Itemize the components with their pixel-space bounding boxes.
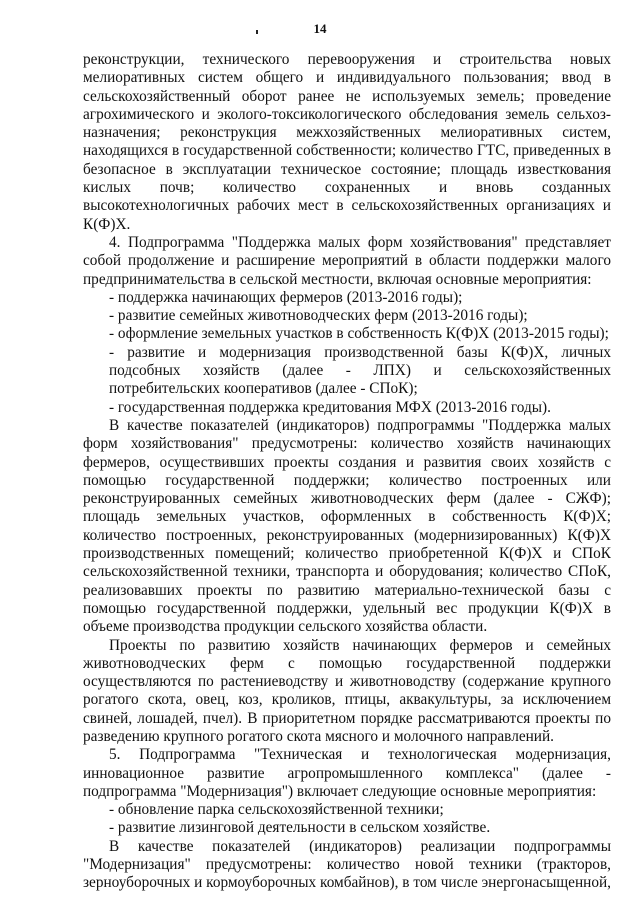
paragraph-subprogram-4: 4. Подпрограмма "Поддержка малых форм хозяйствования" представляет собой продолжение и расширение мероприятий в области поддержки малого предпринимательства в сельской местности, включая основные мероприятия: <box>83 233 611 288</box>
list-item: - обновление парка сельскохозяйственной техники; <box>109 801 444 819</box>
page-number: 14 <box>313 21 327 36</box>
list-item: - развитие лизинговой деятельности в сельском хозяйстве. <box>109 819 491 837</box>
paragraph-subprogram-5: 5. Подпрограмма "Техническая и технологическая модернизация, инновационное развитие агропромышленного комплекса" (далее - подпрограмма "Модернизация") включает следующие основные мероприятия: <box>83 746 611 800</box>
list-item: - развитие и модернизация производственной базы К(Ф)Х, личных подсобных хозяйств (далее - ЛПХ) и сельскохозяйственных потребительских кооперативов (далее - СПоК); <box>109 343 611 398</box>
document-body <box>83 51 611 893</box>
list-item: - государственная поддержка кредитования МФХ (2013-2016 годы). <box>109 398 551 416</box>
list-item: - оформление земельных участков в собственность К(Ф)Х (2013-2015 годы); <box>109 325 609 343</box>
paragraph-indicators-subprogram-5: В качестве показателей (индикаторов) реализации подпрограммы "Модернизация" предусмотрены: количество новой техники (тракторов, зерноуборочных и кормоуборочных комбайнов), в том числе энергонасыщенной, <box>83 837 611 892</box>
list-item: - развитие семейных животноводческих ферм (2013-2016 годы); <box>109 307 528 325</box>
paragraph-indicators-subprogram-4: В качестве показателей (индикаторов) подпрограммы "Поддержка малых форм хозяйствования" предусмотрены: количество хозяйств начинающих фермеров, осуществивших проекты создания и развития своих хозяйств с помощью государственной поддержки; количество построенных или реконструированных семейных животноводческих ферм (далее - СЖФ); площадь земельных участков, оформленных в собственность К(Ф)Х; количество построенных, реконструированных (модернизированных) К(Ф)Х производственных помещений; количество приобретенной К(Ф)Х и СПоК сельскохозяйственной техники, транспорта и оборудования; количество СПоК, реализовавших проекты по развитию материально-технической базы с помощью государственной поддержки, удельный вес продукции К(Ф)Х в объеме производства продукции сельского хозяйства области. <box>83 416 611 636</box>
paragraph-farm-projects: Проекты по развитию хозяйств начинающих фермеров и семейных животноводческих ферм с помощью государственной поддержки осуществляются по растениеводству и животноводству (содержание крупного рогатого скота, овец, коз, кроликов, птицы, аквакультуры, за исключением свиней, лошадей, пчел). В приоритетном порядке рассматриваются проекты по разведению крупного рогатого скота мясного и молочного направлений. <box>83 636 611 745</box>
scan-mark <box>256 30 258 34</box>
list-item: - поддержка начинающих фермеров (2013-2016 годы); <box>109 288 463 306</box>
paragraph-indicators-continued: реконструкции, технического перевооружения и строительства новых мелиоративных систем общего и индивидуального пользования; ввод в сельскохозяйственный оборот ранее не используемых земель; проведение агрохимического и эколого-токсикологического обследования земель сельхоз-назначения; реконструкция межхозяйственных мелиоративных систем, находящихся в государственной собственности; количество ГТС, приведенных в безопасное в эксплуатации техническое состояние; площадь известкования кислых почв; количество сохраненных и вновь созданных высокотехнологичных рабочих мест в сельскохозяйственных организациях и К(Ф)Х. <box>83 51 611 233</box>
